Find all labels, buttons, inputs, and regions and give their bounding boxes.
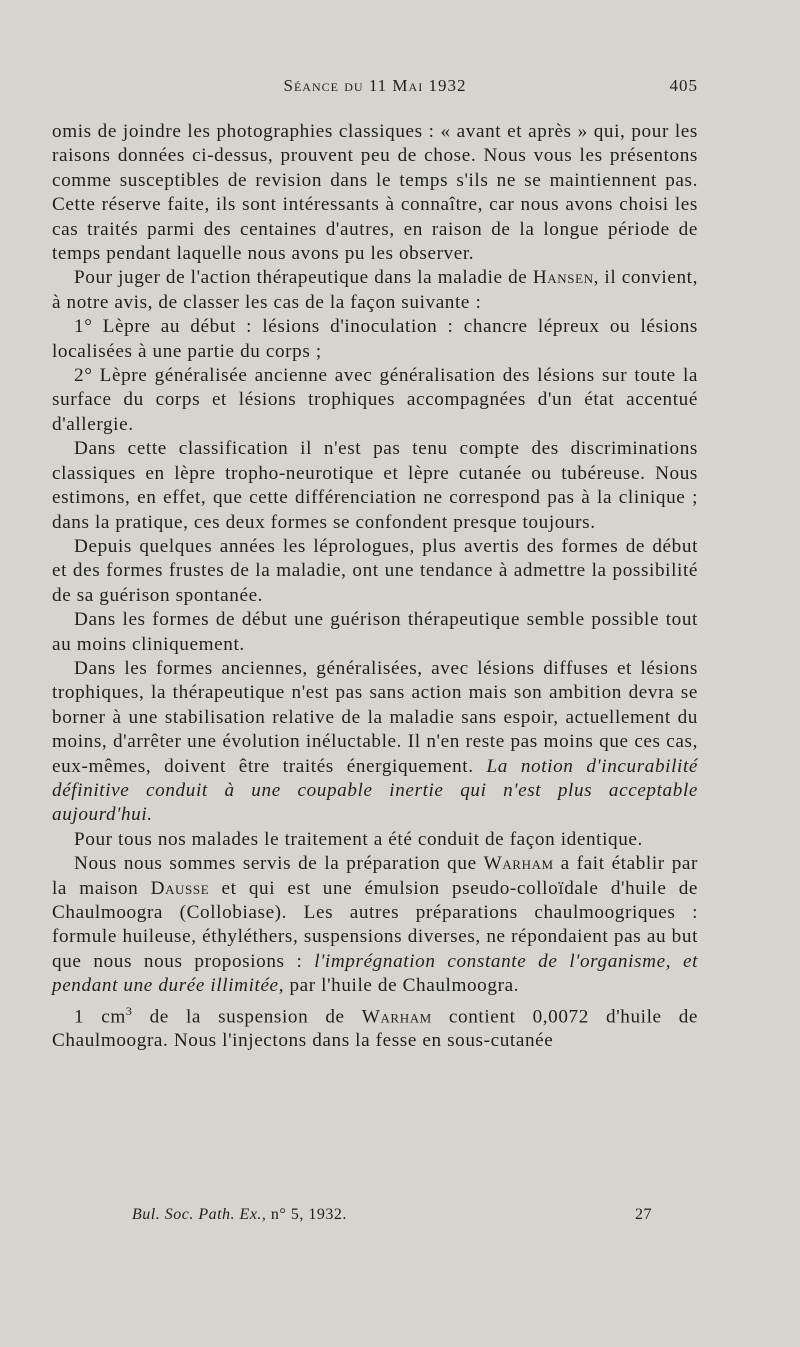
paragraph-2: Pour juger de l'action thérapeutique dans la maladie de Hansen, il convient, à notre avis, de classer les cas de la façon suivante : (52, 267, 698, 313)
paragraph-9: Pour tous nos malades le traitement a été conduit de façon identique. (74, 828, 643, 850)
page-footer (132, 1206, 652, 1230)
body-text (52, 120, 698, 1054)
paragraph-1: omis de joindre les photographies classiques : « avant et après » qui, pour les raisons données ci-dessus, prouvent peu de chose. Nous vous les présentons comme susceptibles de revision dans le temps s'ils ne se maintiennent pas. Cette réserve faite, ils sont intéressants à connaître, car nous avons choisi les cas traités parmi des centaines d'autres, en raison de la longue période de temps pendant laquelle nous avons pu les observer. (52, 121, 698, 265)
author-name: Hansen (532, 267, 594, 289)
running-title-label: Séance du (283, 76, 369, 95)
journal-citation: Bul. Soc. Path. Ex., n° 5, 1932. (132, 1206, 347, 1223)
paragraph-10: Nous nous sommes servis de la préparation que Warham a fait établir par la maison Dausse et qui est une émulsion pseudo-colloïdale d'huile de Chaulmoogra (Collobiase). Les autres préparations chaulmoogriques : formule huileuse, éthyléthers, suspensions diverses, ne répondaient pas au but que nous nous proposions : l'imprégnation constante de l'organisme, et pendant une durée illimitée, par l'huile de Chaulmoogra. (52, 853, 699, 997)
author-name: Warham (361, 1006, 432, 1028)
running-header (52, 76, 698, 102)
paragraph-3: 1° Lèpre au début : lésions d'inoculation : chancre lépreux ou lésions localisées à une partie du corps ; (52, 316, 698, 362)
paragraph-6: Depuis quelques années les léprologues, plus avertis des formes de début et des formes frustes de la maladie, ont une tendance à admettre la possibilité de sa guérison spontanée. (52, 535, 698, 606)
running-title (52, 76, 698, 96)
superscript: 3 (125, 1003, 133, 1018)
page-number: 405 (669, 76, 698, 95)
author-name: Warham (483, 853, 554, 875)
italic-phrase: l'imprégnation constante de l'organisme, et pendant une durée illimitée (52, 950, 698, 997)
paragraph-8: Dans les formes anciennes, généralisées, avec lésions diffuses et lésions trophiques, la thérapeutique n'est pas sans action mais son ambition devra se borner à une stabilisation relative de la maladie sans espoir, actuellement du moins, d'arrêter une évolution inéluctable. Il n'en reste pas moins que ces cas, eux-mêmes, doivent être traités énergiquement. La notion d'incurabilité définitive conduit à une coupable inertie qui n'est plus acceptable aujourd'hui. (52, 657, 698, 826)
paragraph-4: 2° Lèpre généralisée ancienne avec généralisation des lésions sur toute la surface du corps et lésions trophiques accompagnées d'un état accentué d'allergie. (52, 365, 698, 435)
paragraph-7: Dans les formes de début une guérison thérapeutique semble possible tout au moins cliniquement. (52, 609, 698, 655)
paragraph-5: Dans cette classification il n'est pas tenu compte des discriminations classiques en lèpre tropho-neurotique et lèpre cutanée ou tubéreuse. Nous estimons, en effet, que cette différenciation ne correspond pas à la clinique ; dans la pratique, ces deux formes se confondent presque toujours. (52, 438, 698, 533)
company-name: Dausse (150, 877, 210, 899)
running-title-date: 11 Mai 1932 (368, 76, 467, 95)
signature-mark: 27 (635, 1206, 652, 1223)
italic-phrase: La notion d'incurabilité définitive conduit à une coupable inertie qui n'est plus acceptable aujourd'hui. (52, 755, 698, 826)
paragraph-11: 1 $cm^3$ de la suspension de Warham contient 0,0072 d'huile de Chaulmoogra. Nous l'injectons dans la fesse en sous-cutanée (52, 1003, 698, 1052)
